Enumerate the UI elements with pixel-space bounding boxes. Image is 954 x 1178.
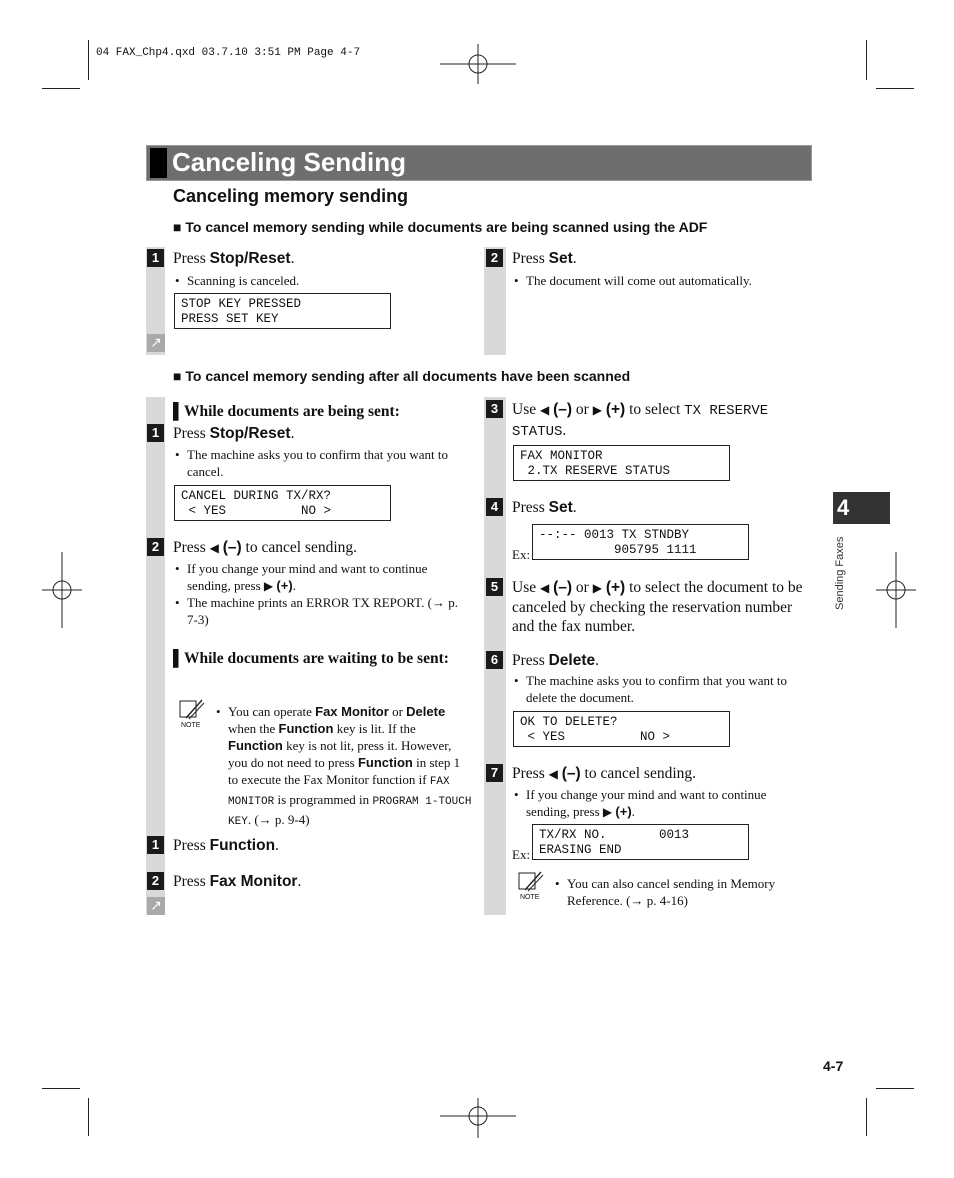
step-number: 2 bbox=[486, 249, 503, 267]
section-a-heading: ■ To cancel memory sending while documents are being scanned using the ADF bbox=[173, 219, 708, 235]
bullet: • The machine prints an ERROR TX REPORT. (→ p. 7-3) bbox=[175, 595, 458, 627]
bullet: • The machine asks you to confirm that you want to delete the document. bbox=[514, 673, 788, 705]
right-triangle-icon: ▶ bbox=[592, 403, 602, 417]
page-title: Canceling Sending bbox=[172, 147, 407, 177]
step-number: 5 bbox=[486, 578, 503, 596]
page-number: 4-7 bbox=[823, 1058, 844, 1074]
registration-mark-right bbox=[876, 552, 916, 628]
step-number: 7 bbox=[486, 764, 503, 782]
section-subtitle: Canceling memory sending bbox=[173, 186, 409, 206]
crop-mark bbox=[42, 88, 80, 89]
lcd-display: OK TO DELETE? < YES NO > bbox=[513, 711, 730, 747]
step-number: 6 bbox=[486, 651, 503, 669]
lcd-display: STOP KEY PRESSED PRESS SET KEY bbox=[174, 293, 391, 329]
bullet: • If you change your mind and want to continue sending, press ▶ (+). bbox=[175, 561, 428, 593]
lcd-display: CANCEL DURING TX/RX? < YES NO > bbox=[174, 485, 391, 521]
left-triangle-icon: ◀ bbox=[539, 403, 550, 417]
step-b3: Use ◀ (–) or ▶ (+) to select TX RESERVE STATUS. bbox=[512, 401, 769, 440]
bullet: • The document will come out automatically. bbox=[514, 273, 752, 288]
step-a2: Press Set. bbox=[512, 250, 577, 267]
step-b7: Press ◀ (–) to cancel sending. bbox=[512, 765, 697, 782]
right-triangle-icon: ▶ bbox=[602, 805, 613, 819]
crop-mark bbox=[866, 1098, 867, 1136]
step-b6: Press Delete. bbox=[512, 652, 600, 669]
square-bullet-icon: ■ bbox=[173, 368, 186, 384]
section-b-heading: ■ To cancel memory sending after all documents have been scanned bbox=[173, 368, 631, 384]
step-number: 1 bbox=[147, 424, 164, 442]
arrow-up-right-icon: ↗ bbox=[147, 334, 165, 352]
step-w2: Press Fax Monitor. bbox=[173, 873, 302, 890]
step-a1: Press Stop/Reset. bbox=[173, 250, 295, 267]
right-triangle-icon: ▶ bbox=[263, 579, 274, 593]
crop-mark bbox=[88, 40, 89, 80]
left-triangle-icon: ◀ bbox=[548, 767, 558, 781]
example-label: Ex: bbox=[512, 547, 531, 562]
bar-bullet-icon: ▌ bbox=[173, 650, 184, 667]
crop-mark bbox=[42, 1088, 80, 1089]
step-number: 1 bbox=[147, 836, 164, 854]
registration-mark-left bbox=[42, 552, 82, 628]
subsection-while-waiting: ▌While documents are waiting to be sent: bbox=[173, 650, 449, 667]
note-text: • You can operate Fax Monitor or Delete when the Function key is lit. If the Function key is not lit, press it. However, you do not need to press Function in step 1 to execute the Fax Monitor function if FAX MONITOR is programmed in PROGRAM 1-TOUCH KEY. (→ p. 9-4) bbox=[216, 704, 472, 828]
left-triangle-icon: ◀ bbox=[539, 581, 550, 595]
note-label: NOTE bbox=[181, 722, 201, 729]
step-number: 1 bbox=[147, 249, 164, 267]
crop-mark bbox=[876, 1088, 914, 1089]
crop-mark bbox=[876, 88, 914, 89]
step-w1: Press Function. bbox=[173, 837, 279, 854]
bullet: • The machine asks you to confirm that you want to cancel. bbox=[175, 447, 449, 479]
square-bullet-icon: ■ bbox=[173, 219, 186, 235]
step-b5: Use ◀ (–) or ▶ (+) to select the document to be canceled by checking the reservation number and the fax number. bbox=[512, 579, 803, 635]
crop-mark bbox=[866, 40, 867, 80]
lcd-display: --:-- 0013 TX STNDBY 905795 1111 bbox=[532, 524, 749, 560]
title-marker bbox=[150, 148, 167, 178]
note-text: • You can also cancel sending in Memory Reference. (→ p. 4-16) bbox=[555, 876, 776, 908]
chapter-side-label: Sending Faxes bbox=[834, 536, 846, 610]
note-label: NOTE bbox=[520, 894, 540, 901]
step-b1: Press Stop/Reset. bbox=[173, 425, 295, 442]
bar-bullet-icon: ▌ bbox=[173, 403, 184, 420]
step-b2: Press ◀ (–) to cancel sending. bbox=[173, 539, 358, 556]
arrow-up-right-icon: ↗ bbox=[147, 897, 165, 915]
registration-mark-bottom bbox=[440, 1098, 516, 1138]
crop-mark bbox=[88, 1098, 89, 1136]
lcd-display: TX/RX NO. 0013 ERASING END bbox=[532, 824, 749, 860]
step-b4: Press Set. bbox=[512, 499, 577, 516]
file-info: 04 FAX_Chp4.qxd 03.7.10 3:51 PM Page 4-7 bbox=[96, 47, 361, 59]
registration-mark-top bbox=[440, 44, 516, 84]
bullet: • If you change your mind and want to continue sending, press ▶ (+). bbox=[514, 787, 767, 819]
subsection-while-sent: ▌While documents are being sent: bbox=[173, 403, 400, 420]
bullet: • Scanning is canceled. bbox=[175, 273, 300, 288]
lcd-display: FAX MONITOR 2.TX RESERVE STATUS bbox=[513, 445, 730, 481]
step-number: 2 bbox=[147, 872, 164, 890]
step-number: 2 bbox=[147, 538, 164, 556]
right-triangle-icon: ▶ bbox=[592, 581, 602, 595]
example-label: Ex: bbox=[512, 847, 531, 862]
step-number: 3 bbox=[486, 400, 503, 418]
step-number: 4 bbox=[486, 498, 503, 516]
left-triangle-icon: ◀ bbox=[209, 541, 219, 555]
chapter-tab: 4 bbox=[833, 492, 890, 524]
